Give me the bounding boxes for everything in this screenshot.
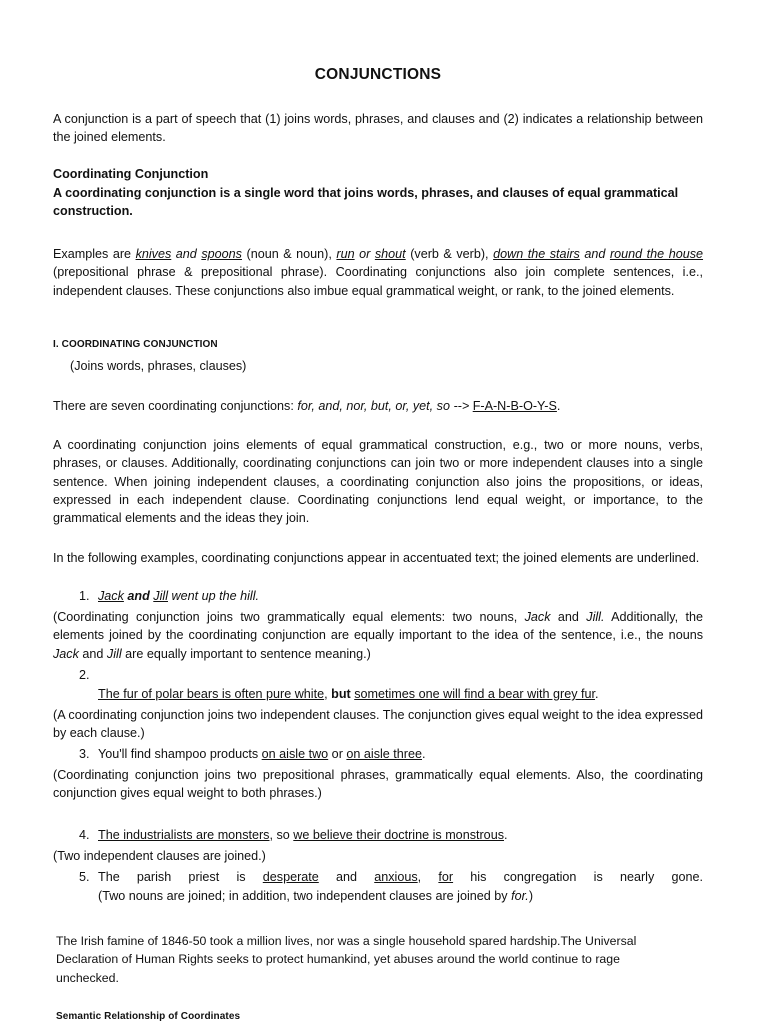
example-number: 5. xyxy=(79,870,90,884)
irish-famine-paragraph: The Irish famine of 1846-50 took a million lives, nor was a single household spared hardship.The Universal Declaration of Human Rights seeks to protect humankind, yet abuses around the world continue to rage unchecked. xyxy=(56,934,637,985)
text: . xyxy=(504,828,508,842)
joined-element: sometimes one will find a bear with grey fur xyxy=(354,687,596,701)
noun: Jill. xyxy=(586,610,605,624)
text: and xyxy=(78,646,107,661)
conjunction: and xyxy=(127,589,150,603)
example-phrase: down the stairs xyxy=(493,247,580,261)
conjunction: and xyxy=(579,247,610,261)
text: . xyxy=(556,399,561,413)
coordinating-heading: Coordinating Conjunction xyxy=(53,167,209,181)
example-3-sentence xyxy=(98,745,426,763)
joined-element: on aisle two xyxy=(261,747,329,761)
text: , xyxy=(324,687,332,701)
noun: Jack xyxy=(53,646,79,661)
joined-element: The industrialists are monsters xyxy=(98,828,270,842)
example-1-note xyxy=(53,608,703,663)
conjunction-list: for, and, nor, but, or, yet, so xyxy=(297,399,450,413)
joined-element: Jack xyxy=(98,589,124,603)
noun: Jill xyxy=(106,646,122,661)
example-word: shout xyxy=(374,247,406,261)
text: went up the hill. xyxy=(168,589,260,603)
text: (Coordinating conjunction joins two grammatically equal elements: two nouns, xyxy=(53,610,525,624)
joined-element: we believe their doctrine is monstrous xyxy=(293,828,504,842)
example-3-note: (Coordinating conjunction joins two prepositional phrases, grammatically equal elements. Also, the coordinating conjunction gives equal weight to both phrases.) xyxy=(53,768,703,801)
conjunction: or xyxy=(328,747,347,761)
example-2-note: (A coordinating conjunction joins two independent clauses. The conjunction gives equal weight to the idea expressed by each clause.) xyxy=(53,708,703,741)
example-number: 2. xyxy=(79,668,90,682)
conjunction: for xyxy=(438,870,454,884)
example-word: run xyxy=(336,247,355,261)
text: his congregation is nearly gone. xyxy=(453,870,703,884)
text: and xyxy=(550,610,587,624)
joined-element: on aisle three xyxy=(346,747,423,761)
coordinating-definition: A coordinating conjunction is a single word that joins words, phrases, and clauses of equal grammatical construction. xyxy=(53,186,679,219)
noun: Jack xyxy=(524,610,551,624)
text: You'll find shampoo products xyxy=(98,747,262,761)
text: , xyxy=(417,870,439,884)
intro-paragraph: A conjunction is a part of speech that (1) joins words, phrases, and clauses and (2) indicates a relationship between the joined elements. xyxy=(53,112,703,145)
text: There are seven coordinating conjunctions: xyxy=(53,399,298,413)
text: Examples are xyxy=(53,247,136,261)
joined-element: anxious xyxy=(374,870,418,884)
following-examples-paragraph: In the following examples, coordinating conjunctions appear in accentuated text; the joined elements are underlined. xyxy=(53,551,700,565)
example-phrase: round the house xyxy=(609,247,704,261)
joined-element: desperate xyxy=(262,870,319,884)
example-2-sentence xyxy=(98,685,599,703)
joined-element: The fur of polar bears is often pure white xyxy=(98,687,325,701)
conjunction: or xyxy=(354,247,375,261)
text: . xyxy=(595,687,599,701)
example-5-note xyxy=(98,887,533,905)
example-number: 3. xyxy=(79,747,90,761)
example-number: 1. xyxy=(79,589,90,603)
seven-conjunctions xyxy=(53,397,703,415)
joined-element: Jill xyxy=(153,589,168,603)
conjunction: but xyxy=(331,687,351,701)
conjunction: for. xyxy=(511,889,529,903)
example-1-sentence xyxy=(98,587,259,605)
fanboys-acronym: F-A-N-B-O-Y-S xyxy=(472,399,557,413)
text: (Two nouns are joined; in addition, two independent clauses are joined by xyxy=(98,889,512,903)
conjunction: and xyxy=(318,870,375,884)
example-4-note: (Two independent clauses are joined.) xyxy=(53,849,266,863)
text: (verb & verb), xyxy=(405,247,494,261)
section-heading: I. COORDINATING CONJUNCTION xyxy=(53,339,218,350)
text: are equally important to sentence meaning.) xyxy=(121,646,371,661)
equal-construction-paragraph: A coordinating conjunction joins elements of equal grammatical construction, e.g., two or more nouns, verbs, phrases, or clauses. Additionally, coordinating conjunctions can join two or more independent clauses into a single sentence. When joining independent clauses, a coordinating conjunction also joins the propositions, or ideas, expressed in each independent clause. Coordinating conjunctions lend equal weight, or importance, to the grammatical elements and the ideas they join. xyxy=(53,438,703,526)
example-4-sentence xyxy=(98,826,508,844)
text: . xyxy=(422,747,426,761)
text: (prepositional phrase & prepositional phrase). Coordinating conjunctions also join complete sentences, i.e., independent clauses. These conjunctions also imbue equal grammatical weight, or rank, to the joined elements. xyxy=(53,265,703,298)
text: (noun & noun), xyxy=(241,247,337,261)
arrow: --> xyxy=(449,399,473,413)
example-5-sentence xyxy=(98,868,703,886)
semantic-heading: Semantic Relationship of Coordinates xyxy=(56,1011,241,1022)
text: ) xyxy=(528,889,534,903)
example-word: spoons xyxy=(201,247,242,261)
example-word: knives xyxy=(135,247,172,261)
conjunction: and xyxy=(171,247,202,261)
section-subheading: (Joins words, phrases, clauses) xyxy=(70,359,247,373)
page-title: CONJUNCTIONS xyxy=(314,66,442,83)
text: The parish priest is xyxy=(98,870,263,884)
examples-paragraph xyxy=(53,245,703,300)
conjunction: , so xyxy=(269,828,294,842)
example-number: 4. xyxy=(79,828,90,842)
text: Additionally, the elements joined by the coordinating conjunction are equally important to the idea of the sentence, i.e., the nouns xyxy=(53,610,704,643)
